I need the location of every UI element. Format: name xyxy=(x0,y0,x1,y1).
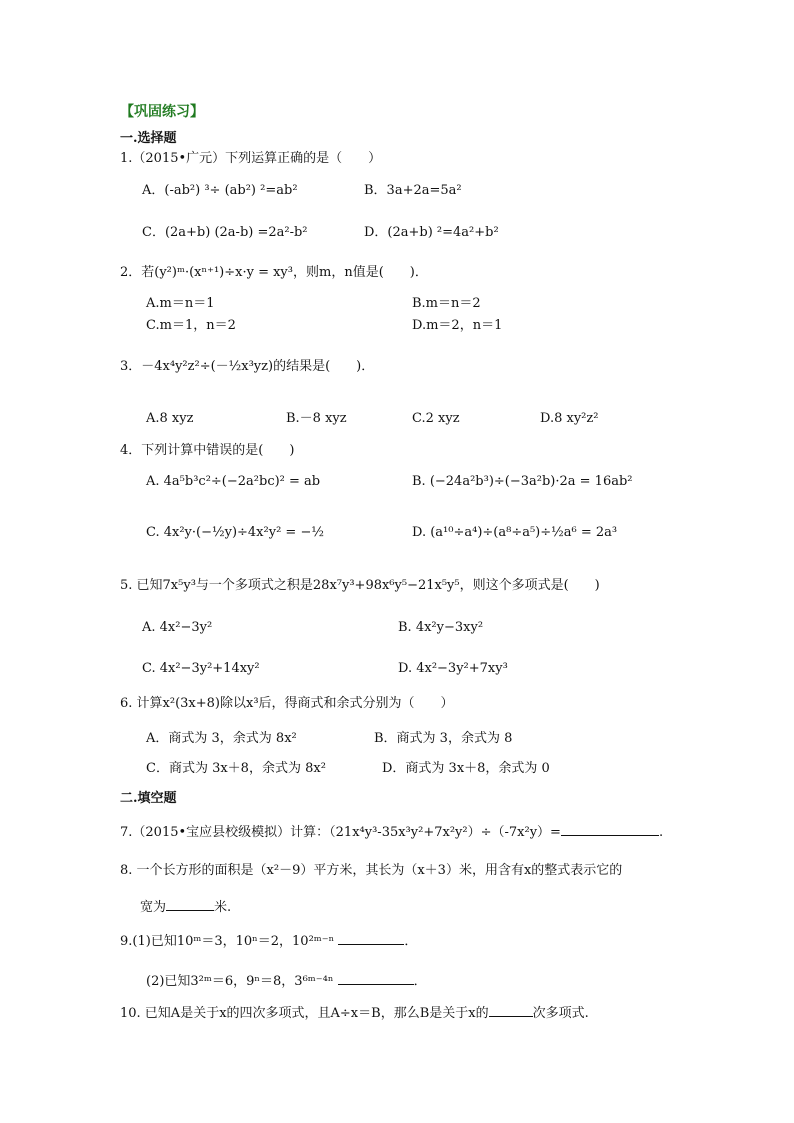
section-fill: 二.填空题 xyxy=(120,791,177,806)
q1-option-a: A．(-ab²) ³÷ (ab²) ²=ab² xyxy=(142,183,298,198)
q2-option-c: C.m＝1，n＝2 xyxy=(146,318,236,333)
q5-stem: 5. 已知7x⁵y³与一个多项式之积是28x⁷y³+98x⁶y⁵−21x⁵y⁵，则这个多项式是( ) xyxy=(120,578,600,593)
q9-p1-blank[interactable] xyxy=(338,930,404,945)
q4-option-d: D. (a¹⁰÷a⁴)÷(a⁸÷a⁵)÷½a⁶ = 2a³ xyxy=(412,525,618,540)
q6-stem: 6. 计算x²(3x+8)除以x³后，得商式和余式分别为（ ） xyxy=(120,696,454,711)
q8-line2 xyxy=(140,896,231,917)
q6-option-c: C．商式为 3x＋8，余式为 8x² xyxy=(146,761,326,776)
q10-line xyxy=(120,1002,589,1023)
q8-line1: 8. 一个长方形的面积是（x²－9）平方米，其长为（x＋3）米，用含有x的整式表示它的 xyxy=(120,863,623,878)
q3-option-c: C.2 xyz xyxy=(412,411,460,426)
q5-option-d: D. 4x²−3y²+7xy³ xyxy=(398,661,508,676)
q2-option-a: A.m＝n＝1 xyxy=(146,296,215,311)
q2-stem: 2．若(y²)ᵐ·(xⁿ⁺¹)÷x·y = xy³，则m，n值是( )． xyxy=(120,265,428,280)
q9-part2: (2)已知3²ᵐ＝6，9ⁿ＝8，3⁶ᵐ⁻⁴ⁿ ． xyxy=(146,970,427,991)
q4-stem: 4．下列计算中错误的是( ) xyxy=(120,443,295,458)
q10-answer-blank[interactable] xyxy=(489,1002,533,1017)
section-choice: 一.选择题 xyxy=(120,131,177,146)
q8-suffix: 米. xyxy=(214,900,232,915)
q4-option-a: A. 4a⁵b³c²÷(−2a²bc)² = ab xyxy=(146,474,321,489)
q5-option-a: A. 4x²−3y² xyxy=(142,620,213,635)
q7-answer-blank[interactable] xyxy=(561,821,659,836)
q1-option-b: B．3a+2a=5a² xyxy=(364,183,462,198)
practice-header: 【巩固练习】 xyxy=(120,104,204,120)
q6-option-a: A．商式为 3，余式为 8x² xyxy=(146,731,297,746)
q7-stem: 7.（2015•宝应县校级模拟）计算：（21x⁴y³-35x³y²+7x²y²）÷（-7x²y）= xyxy=(120,825,561,840)
q3-option-a: A.8 xyz xyxy=(146,411,194,426)
q6-option-d: D．商式为 3x＋8，余式为 0 xyxy=(382,761,550,776)
q6-option-b: B．商式为 3，余式为 8 xyxy=(374,731,513,746)
q9-p2-text: (2)已知3²ᵐ＝6，9ⁿ＝8，3⁶ᵐ⁻⁴ⁿ xyxy=(146,974,334,989)
q4-option-c: C. 4x²y·(−½y)÷4x²y² = −½ xyxy=(146,525,324,540)
q1-option-c: C．(2a+b) (2a-b) =2a²-b² xyxy=(142,225,308,240)
q9-p1-text: 9.(1)已知10ᵐ＝3，10ⁿ＝2，10²ᵐ⁻ⁿ xyxy=(120,934,335,949)
q9-p2-blank[interactable] xyxy=(338,970,414,985)
q8-answer-blank[interactable] xyxy=(166,896,214,911)
q8-prefix: 宽为 xyxy=(140,900,167,915)
q1-stem: 1.（2015•广元）下列运算正确的是（ ） xyxy=(120,151,382,166)
q9-part1: 9.(1)已知10ᵐ＝3，10ⁿ＝2，10²ᵐ⁻ⁿ ． xyxy=(120,930,417,951)
q3-option-d: D.8 xy²z² xyxy=(540,411,599,426)
q10-text-a: 10. 已知A是关于x的四次多项式，且A÷x＝B，那么B是关于x的 xyxy=(120,1006,489,1021)
q10-text-b: 次多项式. xyxy=(532,1006,589,1021)
q3-stem: 3．－4x⁴y²z²÷(－½x³yz)的结果是( )． xyxy=(120,359,375,374)
q7-line: 7.（2015•宝应县校级模拟）计算：（21x⁴y³-35x³y²+7x²y²）÷（-7x²y）= . xyxy=(120,821,663,842)
q1-option-d: D．(2a+b) ²=4a²+b² xyxy=(364,225,499,240)
q5-option-b: B. 4x²y−3xy² xyxy=(398,620,484,635)
q4-option-b: B. (−24a²b³)÷(−3a²b)·2a = 16ab² xyxy=(412,474,633,489)
q2-option-b: B.m＝n＝2 xyxy=(412,296,481,311)
q5-option-c: C. 4x²−3y²+14xy² xyxy=(142,661,260,676)
q2-option-d: D.m＝2，n＝1 xyxy=(412,318,503,333)
q3-option-b: B.－8 xyz xyxy=(286,411,347,426)
